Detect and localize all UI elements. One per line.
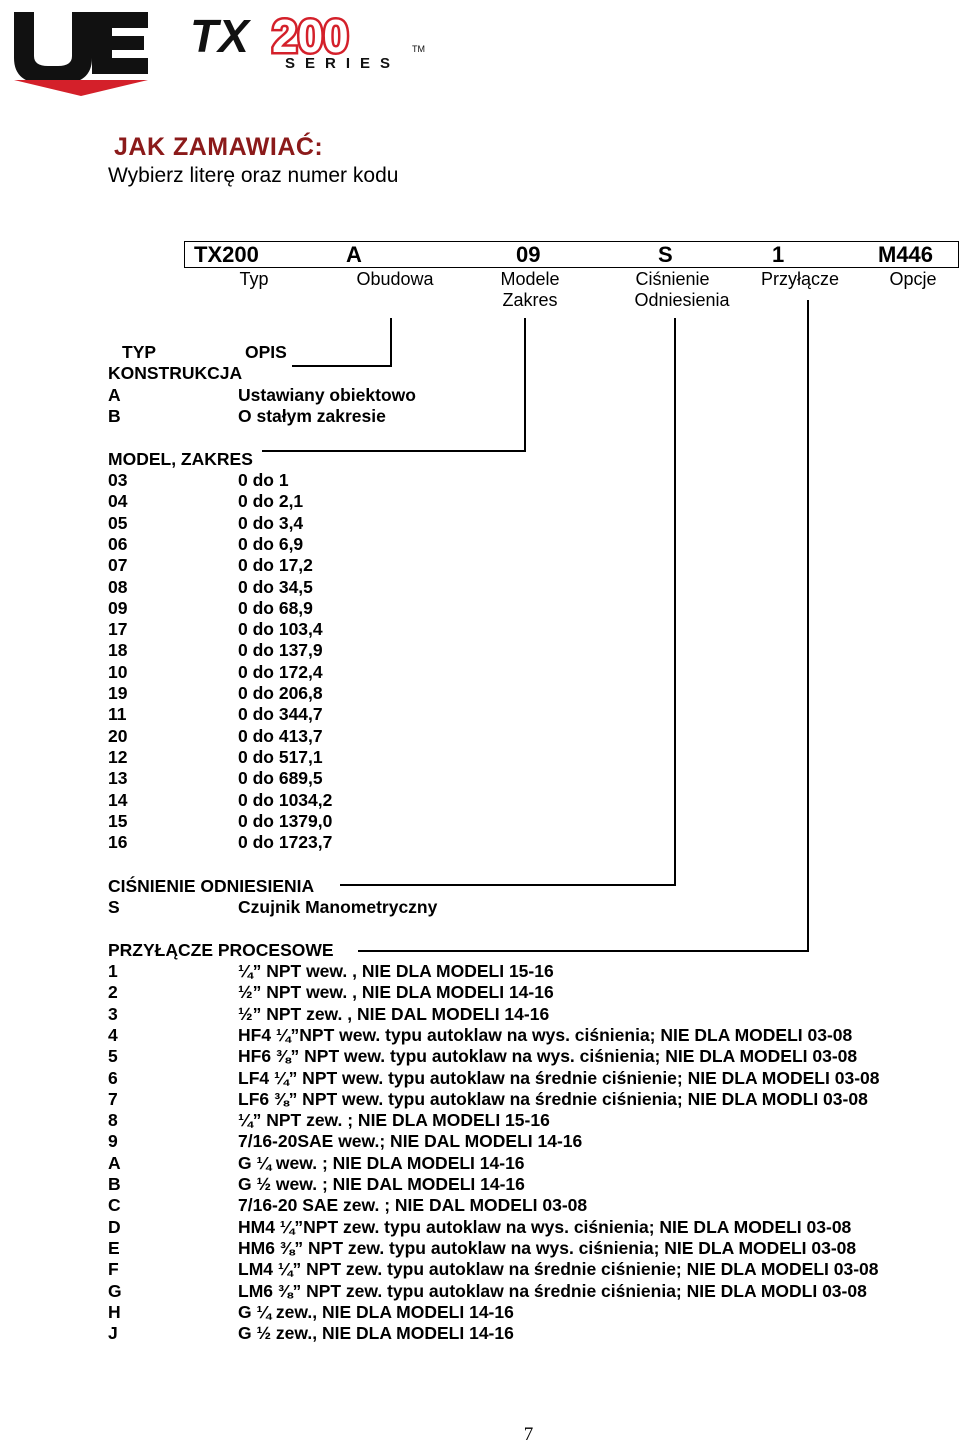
row-code: 19 <box>108 683 128 703</box>
row-description: 0 do 517,1 <box>238 746 323 767</box>
row-code: 06 <box>108 533 128 554</box>
row-description: HF6 ⅜” NPT wew. typu autoklaw na wys. ciśnienia; NIE DLA MODELI 03-08 <box>238 1046 858 1067</box>
column-header-typ: TYP <box>122 342 157 362</box>
row-code: C <box>108 1195 121 1216</box>
row-code: E <box>108 1237 120 1258</box>
row-code: 07 <box>108 555 128 576</box>
row-code: S <box>108 897 120 917</box>
code-label-housing: Obudowa <box>356 269 434 289</box>
row-description: LM4 ¼” NPT zew. typu autoklaw na średnie ciśnienie; NIE DLA MODELI 03-08 <box>238 1259 879 1280</box>
row-code: 18 <box>108 640 128 661</box>
row-description: 0 do 34,5 <box>238 576 313 597</box>
row-description: 0 do 206,8 <box>238 683 323 703</box>
connector-housing-horizontal <box>292 365 392 367</box>
row-description: 0 do 68,9 <box>238 597 313 618</box>
row-description: ½” NPT wew. , NIE DLA MODELI 14-16 <box>238 982 554 1003</box>
connector-pressure-horizontal <box>340 884 676 886</box>
row-code: 1 <box>108 961 118 981</box>
row-description: ¼” NPT wew. , NIE DLA MODELI 15-16 <box>238 961 554 981</box>
row-description: G ½ wew. ; NIE DAL MODELI 14-16 <box>238 1174 525 1194</box>
row-code: 08 <box>108 576 128 597</box>
page-title: JAK ZAMAWIAĆ: <box>114 133 324 161</box>
row-description: Czujnik Manometryczny <box>238 897 438 917</box>
row-code: 4 <box>108 1024 118 1045</box>
row-description: 0 do 6,9 <box>238 533 304 554</box>
code-label-model-line2: Zakres <box>502 290 558 310</box>
row-description: O stałym zakresie <box>238 406 386 427</box>
connector-model-vertical <box>524 318 526 451</box>
row-code: A <box>108 385 121 405</box>
row-description: 0 do 1 <box>238 470 289 490</box>
row-description: 0 do 17,2 <box>238 555 313 576</box>
row-description: 0 do 1379,0 <box>238 810 333 831</box>
logo-tx-number: 200 <box>272 12 349 62</box>
row-code: 6 <box>108 1067 118 1088</box>
row-description: 0 do 1034,2 <box>238 789 333 810</box>
code-label-pressure-line2: Odniesienia <box>634 290 730 310</box>
row-description: 0 do 3,4 <box>238 512 304 533</box>
row-description: LF6 ⅜” NPT wew. typu autoklaw na średnie ciśnienia; NIE DLA MODLI 03-08 <box>238 1088 868 1109</box>
order-code-bar <box>184 241 959 268</box>
row-code: 7 <box>108 1088 118 1109</box>
row-description: ¼” NPT zew. ; NIE DLA MODELI 15-16 <box>238 1110 550 1131</box>
row-code: J <box>108 1323 118 1344</box>
row-description: ½” NPT zew. , NIE DAL MODELI 14-16 <box>238 1003 550 1024</box>
row-description: 7/16-20SAE wew.; NIE DAL MODELI 14-16 <box>238 1131 583 1152</box>
connector-connection-horizontal <box>358 950 809 952</box>
code-value-housing: A <box>346 242 362 267</box>
row-description: 0 do 2,1 <box>238 491 304 512</box>
code-label-type: Typ <box>239 269 269 289</box>
row-description: 0 do 344,7 <box>238 704 323 725</box>
row-code: A <box>108 1152 121 1173</box>
logo-tx-prefix: TX <box>190 12 249 62</box>
row-code: 05 <box>108 512 128 533</box>
row-description: 0 do 137,9 <box>238 640 323 661</box>
row-description: 0 do 413,7 <box>238 725 323 746</box>
row-code: B <box>108 406 121 427</box>
connector-model-horizontal <box>262 450 526 452</box>
code-value-pressure: S <box>658 242 673 267</box>
code-value-options: M446 <box>878 242 934 267</box>
row-code: 13 <box>108 768 128 789</box>
row-code: 17 <box>108 619 128 640</box>
row-code: 9 <box>108 1131 118 1152</box>
row-description: G ¼ zew., NIE DLA MODELI 14-16 <box>238 1301 514 1322</box>
code-value-model: 09 <box>516 242 541 267</box>
row-description: LF4 ¼” NPT wew. typu autoklaw na średnie ciśnienie; NIE DLA MODELI 03-08 <box>238 1067 880 1088</box>
code-label-model: Modele <box>500 269 560 289</box>
row-description: Ustawiany obiektowo <box>238 385 416 405</box>
row-code: 10 <box>108 661 128 682</box>
row-description: HM4 ¼”NPT zew. typu autoklaw na wys. ciśnienia; NIE DLA MODELI 03-08 <box>238 1216 852 1237</box>
row-code: 5 <box>108 1046 118 1067</box>
row-description: 0 do 689,5 <box>238 768 323 789</box>
tx200-series-logo <box>190 12 440 72</box>
section-title-konstrukcja: KONSTRUKCJA <box>108 363 243 383</box>
code-label-connection: Przyłącze <box>760 269 840 289</box>
code-value-type: TX200 <box>194 242 259 267</box>
row-description: HF4 ¼”NPT wew. typu autoklaw na wys. ciśnienia; NIE DLA MODELI 03-08 <box>238 1024 853 1045</box>
section-title-connection: PRZYŁĄCZE PROCESOWE <box>108 940 334 960</box>
row-code: 16 <box>108 832 128 853</box>
row-description: 0 do 172,4 <box>238 661 323 682</box>
code-label-options: Opcje <box>889 269 937 289</box>
code-label-pressure: Ciśnienie <box>635 269 710 289</box>
connector-connection-vertical <box>807 300 809 951</box>
row-description: LM6 ⅜” NPT zew. typu autoklaw na średnie ciśnienia; NIE DLA MODLI 03-08 <box>238 1280 867 1301</box>
row-code: F <box>108 1259 119 1280</box>
row-code: 14 <box>108 789 128 810</box>
code-value-connection: 1 <box>772 242 785 267</box>
section-title-pressure: CIŚNIENIE ODNIESIENIA <box>108 876 315 896</box>
row-code: 20 <box>108 725 128 746</box>
row-code: 15 <box>108 810 128 831</box>
ue-logo <box>10 8 150 98</box>
row-description: 0 do 1723,7 <box>238 832 333 853</box>
logo-series: SERIES <box>285 55 401 72</box>
logo-tm: TM <box>412 44 425 54</box>
row-description: G ¼ wew. ; NIE DLA MODELI 14-16 <box>238 1152 525 1173</box>
row-code: 11 <box>108 704 127 725</box>
row-code: 3 <box>108 1003 118 1024</box>
page-number: 7 <box>523 1424 534 1445</box>
row-code: 2 <box>108 982 118 1003</box>
row-code: 03 <box>108 470 128 490</box>
row-description: HM6 ⅜” NPT zew. typu autoklaw na wys. ciśnienia; NIE DLA MODELI 03-08 <box>238 1237 857 1258</box>
connector-housing-vertical <box>390 318 392 366</box>
row-description: 7/16-20 SAE zew. ; NIE DAL MODELI 03-08 <box>238 1195 588 1216</box>
connector-pressure-vertical <box>674 318 676 885</box>
row-code: B <box>108 1174 121 1194</box>
row-code: 8 <box>108 1110 118 1131</box>
row-code: 09 <box>108 597 128 618</box>
row-code: D <box>108 1216 121 1237</box>
row-description: 0 do 103,4 <box>238 619 323 640</box>
row-description: G ½ zew., NIE DLA MODELI 14-16 <box>238 1323 514 1344</box>
row-code: 12 <box>108 746 128 767</box>
row-code: H <box>108 1301 121 1322</box>
row-code: 04 <box>108 491 128 512</box>
column-header-opis: OPIS <box>245 342 287 362</box>
page-subtitle: Wybierz literę oraz numer kodu <box>108 164 399 187</box>
row-code: G <box>108 1280 122 1301</box>
section-title-model: MODEL, ZAKRES <box>108 449 253 469</box>
